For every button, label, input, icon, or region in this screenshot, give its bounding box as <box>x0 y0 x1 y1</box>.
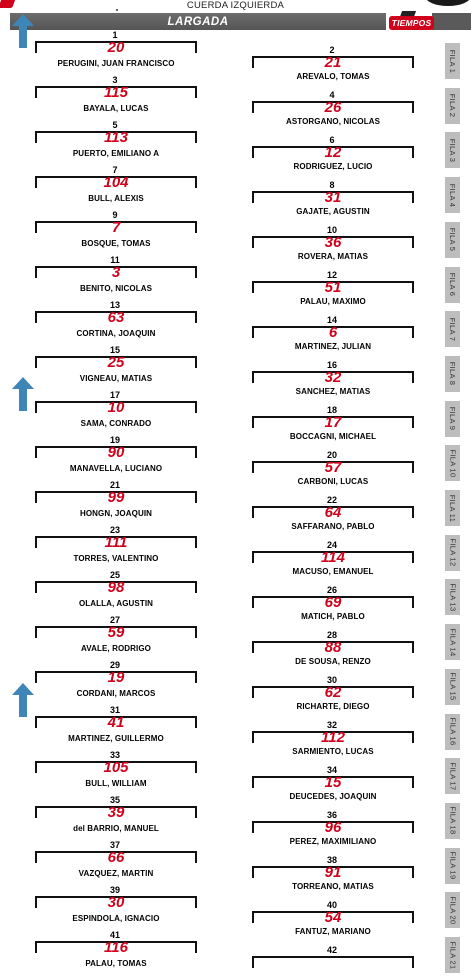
driver-name: ASTORGANO, NICOLAS <box>285 117 381 126</box>
grid-position: 32 <box>326 720 337 730</box>
car-number: 12 <box>324 144 342 161</box>
car-number: 31 <box>324 189 342 206</box>
row-label <box>445 579 460 615</box>
driver-name: PEREZ, MAXIMILIANO <box>289 837 377 846</box>
car-number: 15 <box>324 774 342 791</box>
grid-position: 14 <box>326 315 337 325</box>
car-number: 116 <box>104 939 128 956</box>
row-label-text: FILA 13 <box>448 583 458 612</box>
grid-position: 25 <box>109 570 120 580</box>
up-arrow-icon <box>12 377 34 411</box>
grid-position: 42 <box>326 945 337 955</box>
driver-name: BENITO, NICOLAS <box>79 284 153 293</box>
car-number: 41 <box>107 714 125 731</box>
grid-position: 8 <box>329 180 335 190</box>
car-number: 3 <box>111 264 121 281</box>
row-label <box>445 848 460 884</box>
row-label <box>445 401 460 437</box>
driver-name: MARTINEZ, GUILLERMO <box>68 734 164 743</box>
driver-name: SAFFARANO, PABLO <box>291 522 375 531</box>
car-number: 51 <box>324 279 342 296</box>
grid-position: 29 <box>109 660 120 670</box>
car-number: 19 <box>107 669 125 686</box>
car-number: 20 <box>107 39 125 56</box>
car-number: 98 <box>107 579 125 596</box>
car-number: 57 <box>324 459 342 476</box>
row-label <box>445 669 460 705</box>
driver-name: BULL, WILLIAM <box>85 779 147 788</box>
row-label-text: FILA 21 <box>448 941 458 969</box>
car-number: 39 <box>107 804 125 821</box>
grid-position: 33 <box>109 750 120 760</box>
grid-position: 22 <box>326 495 337 505</box>
grid-position: 30 <box>326 675 337 685</box>
row-label-text: FILA 20 <box>448 896 458 925</box>
driver-name: SANCHEZ, MATIAS <box>295 387 371 396</box>
driver-name: HONGN, JOAQUIN <box>79 509 153 518</box>
car-number: 114 <box>321 549 345 566</box>
car-number: 90 <box>107 444 125 461</box>
grid-position: 28 <box>326 630 337 640</box>
grid-position: 13 <box>109 300 120 310</box>
up-arrow-icon <box>12 683 34 717</box>
grid-position: 38 <box>326 855 337 865</box>
row-label-text: FILA 16 <box>448 717 458 746</box>
row-label <box>445 714 460 750</box>
row-label-text: FILA 2 <box>448 93 458 118</box>
car-number: 66 <box>107 849 125 866</box>
driver-name: VIGNEAU, MATIAS <box>79 374 153 383</box>
car-number: 104 <box>103 174 129 191</box>
driver-name: GAJATE, AGUSTIN <box>296 207 370 216</box>
car-number: 30 <box>107 894 125 911</box>
row-label <box>445 88 460 124</box>
banner <box>10 13 386 30</box>
row-label-text: FILA 3 <box>448 138 458 163</box>
dot <box>116 9 118 11</box>
grid-position: 10 <box>326 225 337 235</box>
driver-name: MARTINEZ, JULIAN <box>294 342 372 351</box>
grid-position: 11 <box>110 255 120 265</box>
row-label <box>445 177 460 213</box>
grid-position: 24 <box>326 540 337 550</box>
driver-name: SAMA, CONRADO <box>80 419 152 428</box>
driver-name: PUERTO, EMILIANO A <box>72 149 160 158</box>
row-label-text: FILA 7 <box>448 317 458 341</box>
grid-position: 15 <box>109 345 120 355</box>
row-label <box>445 535 460 571</box>
grid-position: 36 <box>326 810 337 820</box>
row-label <box>445 624 460 660</box>
row-label <box>445 311 460 347</box>
row-label-text: FILA 4 <box>448 183 458 207</box>
car-number: 69 <box>324 594 342 611</box>
grid-position: 16 <box>326 360 337 370</box>
driver-name: OLALLA, AGUSTIN <box>78 599 154 608</box>
driver-name: MANAVELLA, LUCIANO <box>69 464 163 473</box>
row-label-text: FILA 15 <box>448 672 458 701</box>
subtitle: CUERDA IZQUIERDA <box>186 0 285 11</box>
driver-name: MACUSO, EMANUEL <box>292 567 374 576</box>
car-number: 17 <box>324 414 342 431</box>
row-label <box>445 758 460 794</box>
driver-name: SARMIENTO, LUCAS <box>292 747 374 756</box>
row-label <box>445 222 460 258</box>
grid-position: 4 <box>329 90 335 100</box>
driver-name: TORRES, VALENTINO <box>73 554 159 563</box>
grid-position: 34 <box>326 765 337 775</box>
row-label <box>445 803 460 839</box>
row-label-text: FILA 6 <box>448 272 458 297</box>
row-label <box>445 892 460 928</box>
car-number: 115 <box>104 84 128 101</box>
row-label <box>445 132 460 168</box>
grid-position: 9 <box>112 210 118 220</box>
car-number: 10 <box>107 399 125 416</box>
grid-position: 17 <box>109 390 120 400</box>
driver-name: BOCCAGNI, MICHAEL <box>289 432 377 441</box>
page-title: LARGADA <box>167 15 229 28</box>
driver-name: VAZQUEZ, MARTIN <box>78 869 154 878</box>
driver-name: RODRIGUEZ, LUCIO <box>293 162 373 171</box>
tiempos-logo-text: TIEMPOS <box>389 16 434 30</box>
row-label-text: FILA 12 <box>448 538 458 567</box>
grid-position: 39 <box>109 885 120 895</box>
car-number: 112 <box>321 729 345 746</box>
car-number: 59 <box>107 624 125 641</box>
driver-name: CORDANI, MARCOS <box>76 689 156 698</box>
grid-position: 20 <box>326 450 337 460</box>
row-label-text: FILA 18 <box>448 806 458 835</box>
banner-tail <box>432 13 471 30</box>
car-number: 26 <box>324 99 342 116</box>
row-label-text: FILA 14 <box>448 628 458 657</box>
grid-position: 35 <box>109 795 120 805</box>
car-number: 96 <box>324 819 342 836</box>
grid-position: 40 <box>326 900 337 910</box>
row-label <box>445 356 460 392</box>
driver-name: AVALE, RODRIGO <box>81 644 151 653</box>
row-label-text: FILA 5 <box>448 228 458 252</box>
grid-position: 2 <box>329 45 335 55</box>
row-label-text: FILA 10 <box>448 449 458 478</box>
grid-position: 23 <box>109 525 120 535</box>
grid-position: 18 <box>326 405 337 415</box>
driver-name: TORREANO, MATIAS <box>292 882 374 891</box>
row-label-text: FILA 19 <box>448 851 458 880</box>
up-arrow-icon <box>12 14 34 48</box>
driver-name: CARBONI, LUCAS <box>297 477 369 486</box>
car-number: 64 <box>324 504 342 521</box>
driver-name: BAYALA, LUCAS <box>83 104 149 113</box>
driver-name: BOSQUE, TOMAS <box>81 239 151 248</box>
car-number: 113 <box>104 129 128 146</box>
row-label <box>445 43 460 79</box>
grid-position: 21 <box>109 480 120 490</box>
row-label-text: FILA 1 <box>448 49 458 73</box>
driver-name: ROVERA, MATIAS <box>297 252 369 261</box>
car-number: 32 <box>324 369 342 386</box>
row-label-text: FILA 9 <box>448 406 458 431</box>
driver-name: RICHARTE, DIEGO <box>296 702 370 711</box>
grid-position: 26 <box>326 585 337 595</box>
car-number: 63 <box>107 309 125 326</box>
grid-position: 31 <box>109 705 120 715</box>
row-label-text: FILA 11 <box>448 494 457 522</box>
driver-name: FANTUZ, MARIANO <box>295 927 371 936</box>
driver-name: PALAU, MAXIMO <box>300 297 366 306</box>
car-number: 21 <box>324 54 342 71</box>
grid-position: 27 <box>109 615 120 625</box>
car-number: 111 <box>104 534 128 551</box>
driver-name: MATICH, PABLO <box>301 612 365 621</box>
driver-name: PALAU, TOMAS <box>85 959 147 968</box>
car-number: 36 <box>324 234 342 251</box>
driver-name: DEUCEDES, JOAQUIN <box>289 792 377 801</box>
car-number: 54 <box>324 909 342 926</box>
grid-position: 6 <box>329 135 335 145</box>
tiempos-logo <box>389 12 434 31</box>
grid-position: 5 <box>112 120 118 130</box>
car-number: 105 <box>103 759 129 776</box>
driver-name: DE SOUSA, RENZO <box>295 657 371 666</box>
car-number: 62 <box>324 684 342 701</box>
row-label <box>445 937 460 973</box>
car-number: 6 <box>328 324 338 341</box>
row-label-text: FILA 17 <box>448 762 458 791</box>
car-number: 91 <box>324 864 342 881</box>
grid-position: 3 <box>112 75 118 85</box>
row-label <box>445 445 460 481</box>
driver-name: BULL, ALEXIS <box>88 194 144 203</box>
grid-box <box>252 956 414 968</box>
grid-position: 12 <box>326 270 337 280</box>
driver-name: del BARRIO, MANUEL <box>73 824 159 833</box>
grid-position: 37 <box>109 840 120 850</box>
car-number: 25 <box>107 354 125 371</box>
grid-position: 7 <box>112 165 118 175</box>
car-number: 99 <box>107 489 125 506</box>
driver-name: CORTINA, JOAQUIN <box>76 329 156 338</box>
driver-name: PERUGINI, JUAN FRANCISCO <box>57 59 175 68</box>
grid-position: 19 <box>109 435 120 445</box>
driver-name: AREVALO, TOMAS <box>296 72 370 81</box>
car-number: 7 <box>111 219 121 236</box>
car-number: 88 <box>324 639 342 656</box>
row-label <box>445 267 460 303</box>
driver-name: ESPINDOLA, IGNACIO <box>72 914 160 923</box>
row-label <box>445 490 460 526</box>
grid-position: 1 <box>112 30 118 40</box>
grid-position: 41 <box>109 930 120 940</box>
row-label-text: FILA 8 <box>448 362 458 386</box>
